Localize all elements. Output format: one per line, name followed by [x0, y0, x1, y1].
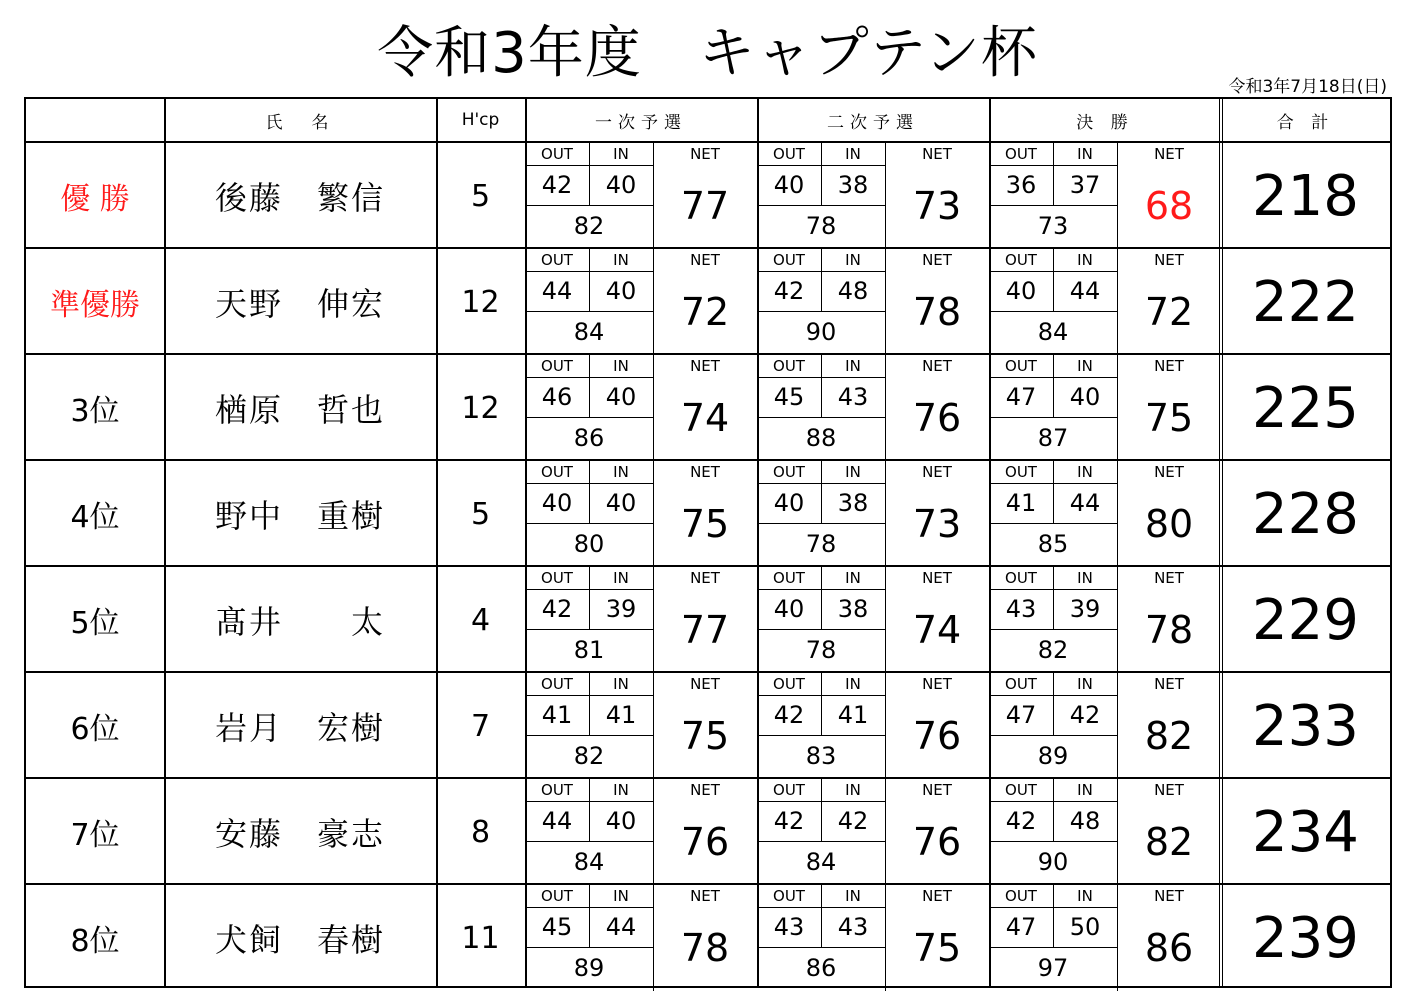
score-grid-line: [989, 417, 1117, 418]
player-name: 犬飼 春樹: [214, 921, 385, 959]
score-block-round2: [757, 885, 989, 991]
rank-label: 6位: [70, 712, 120, 747]
in-label: IN: [845, 357, 861, 375]
table-row: [26, 567, 1390, 673]
player-name: 野中 重樹: [214, 497, 385, 535]
net-label: NET: [922, 357, 952, 375]
net-score: 75: [680, 502, 730, 546]
out-label: OUT: [1005, 781, 1037, 799]
table-row: [26, 249, 1390, 355]
net-score: 86: [1144, 926, 1194, 970]
in-score: 43: [837, 383, 869, 411]
score-block-round2: [757, 673, 989, 779]
out-label: OUT: [773, 887, 805, 905]
in-label: IN: [845, 463, 861, 481]
player-name: 後藤 繁信: [214, 179, 385, 217]
score-block-round1: [525, 567, 757, 673]
score-grid-line: [757, 735, 885, 736]
out-label: OUT: [1005, 675, 1037, 693]
out-score: 45: [773, 383, 805, 411]
score-grid-line: [989, 947, 1117, 948]
net-label: NET: [690, 781, 720, 799]
score-block-final: [989, 143, 1221, 249]
net-label: NET: [1154, 251, 1184, 269]
in-score: 38: [837, 489, 869, 517]
net-score: 76: [912, 714, 962, 758]
score-block-final: [989, 885, 1221, 991]
in-label: IN: [613, 251, 629, 269]
page-title: 令和3年度 キャプテン杯: [377, 21, 1038, 86]
score-grid-line: [989, 311, 1117, 312]
in-score: 38: [837, 171, 869, 199]
score-grid-line: [757, 947, 885, 948]
net-label: NET: [922, 569, 952, 587]
net-label: NET: [922, 675, 952, 693]
gross-score: 86: [573, 424, 605, 452]
gross-score: 84: [573, 848, 605, 876]
net-label: NET: [1154, 569, 1184, 587]
score-grid-line: [989, 735, 1117, 736]
gross-score: 84: [1037, 318, 1069, 346]
out-label: OUT: [541, 569, 573, 587]
net-label: NET: [922, 781, 952, 799]
net-label: NET: [922, 463, 952, 481]
gross-score: 90: [1037, 848, 1069, 876]
net-score: 73: [912, 502, 962, 546]
handicap: 7: [470, 708, 491, 744]
score-block-round1: [525, 779, 757, 885]
handicap: 5: [470, 178, 491, 214]
in-label: IN: [1077, 887, 1093, 905]
out-label: OUT: [1005, 357, 1037, 375]
net-score: 74: [912, 608, 962, 652]
net-label: NET: [690, 675, 720, 693]
in-label: IN: [1077, 145, 1093, 163]
out-label: OUT: [541, 251, 573, 269]
table-row: [26, 355, 1390, 461]
gross-score: 85: [1037, 530, 1069, 558]
net-score: 78: [912, 290, 962, 334]
table-row: [26, 673, 1390, 779]
in-label: IN: [845, 569, 861, 587]
handicap: 4: [470, 602, 491, 638]
header-name: 氏 名: [265, 112, 335, 133]
score-grid-line: [525, 947, 653, 948]
score-block-round1: [525, 355, 757, 461]
score-grid-line: [525, 205, 653, 206]
out-score: 45: [541, 913, 573, 941]
gross-score: 89: [1037, 742, 1069, 770]
out-score: 40: [541, 489, 573, 517]
out-score: 40: [773, 171, 805, 199]
score-block-round2: [757, 355, 989, 461]
in-label: IN: [1077, 251, 1093, 269]
in-score: 41: [605, 701, 637, 729]
net-score: 72: [680, 290, 730, 334]
net-label: NET: [922, 251, 952, 269]
net-score: 73: [912, 184, 962, 228]
rank-label: 5位: [70, 606, 120, 641]
net-label: NET: [922, 887, 952, 905]
in-label: IN: [1077, 781, 1093, 799]
total-score: 234: [1252, 799, 1359, 865]
total-score: 229: [1252, 587, 1359, 653]
in-score: 38: [837, 595, 869, 623]
in-label: IN: [845, 887, 861, 905]
out-label: OUT: [773, 781, 805, 799]
rank-label: 優 勝: [60, 182, 130, 217]
score-grid-line: [525, 629, 653, 630]
out-score: 36: [1005, 171, 1037, 199]
net-score: 78: [680, 926, 730, 970]
in-score: 43: [837, 913, 869, 941]
in-label: IN: [613, 887, 629, 905]
net-label: NET: [690, 887, 720, 905]
handicap: 5: [470, 496, 491, 532]
gross-score: 78: [805, 636, 837, 664]
table-row: [26, 779, 1390, 885]
in-label: IN: [613, 675, 629, 693]
net-score: 75: [912, 926, 962, 970]
score-block-round1: [525, 249, 757, 355]
score-grid-line: [525, 841, 653, 842]
score-block-final: [989, 249, 1221, 355]
handicap: 12: [461, 390, 500, 426]
in-score: 40: [605, 807, 637, 835]
score-grid-line: [525, 735, 653, 736]
out-label: OUT: [773, 145, 805, 163]
player-name: 楢原 哲也: [214, 391, 385, 429]
out-label: OUT: [1005, 145, 1037, 163]
net-score: 76: [912, 820, 962, 864]
net-score: 77: [680, 184, 730, 228]
in-label: IN: [613, 781, 629, 799]
in-label: IN: [845, 675, 861, 693]
net-score: 68: [1144, 184, 1194, 228]
in-label: IN: [845, 145, 861, 163]
in-score: 39: [605, 595, 637, 623]
out-label: OUT: [773, 463, 805, 481]
out-score: 46: [541, 383, 573, 411]
net-score: 82: [1144, 820, 1194, 864]
out-label: OUT: [773, 357, 805, 375]
rank-label: 7位: [70, 818, 120, 853]
in-label: IN: [1077, 675, 1093, 693]
gross-score: 87: [1037, 424, 1069, 452]
total-score: 228: [1252, 481, 1359, 547]
in-label: IN: [613, 145, 629, 163]
gross-score: 82: [573, 742, 605, 770]
gross-score: 80: [573, 530, 605, 558]
out-score: 41: [1005, 489, 1037, 517]
in-score: 44: [605, 913, 637, 941]
in-label: IN: [1077, 569, 1093, 587]
out-score: 43: [773, 913, 805, 941]
in-score: 50: [1069, 913, 1101, 941]
in-score: 40: [1069, 383, 1101, 411]
out-score: 47: [1005, 913, 1037, 941]
out-label: OUT: [541, 357, 573, 375]
in-score: 37: [1069, 171, 1101, 199]
gross-score: 78: [805, 212, 837, 240]
in-score: 41: [837, 701, 869, 729]
results-table: [24, 97, 1392, 988]
out-label: OUT: [541, 887, 573, 905]
out-label: OUT: [1005, 251, 1037, 269]
in-score: 40: [605, 171, 637, 199]
gross-score: 84: [573, 318, 605, 346]
score-block-final: [989, 567, 1221, 673]
out-score: 42: [773, 701, 805, 729]
in-label: IN: [1077, 357, 1093, 375]
out-label: OUT: [773, 675, 805, 693]
in-score: 42: [1069, 701, 1101, 729]
in-score: 42: [837, 807, 869, 835]
net-score: 78: [1144, 608, 1194, 652]
net-label: NET: [690, 357, 720, 375]
score-grid-line: [525, 311, 653, 312]
handicap: 12: [461, 284, 500, 320]
net-score: 77: [680, 608, 730, 652]
out-score: 41: [541, 701, 573, 729]
in-score: 48: [837, 277, 869, 305]
score-block-final: [989, 779, 1221, 885]
player-name: 髙井 太: [214, 603, 385, 641]
out-score: 40: [1005, 277, 1037, 305]
rank-label: 8位: [70, 924, 120, 959]
in-label: IN: [1077, 463, 1093, 481]
net-score: 75: [680, 714, 730, 758]
net-label: NET: [1154, 463, 1184, 481]
out-score: 47: [1005, 701, 1037, 729]
in-label: IN: [613, 463, 629, 481]
gross-score: 90: [805, 318, 837, 346]
total-score: 218: [1252, 163, 1359, 229]
rank-label: 4位: [70, 500, 120, 535]
score-grid-line: [757, 311, 885, 312]
score-block-round2: [757, 143, 989, 249]
header-total: 合 計: [1276, 112, 1335, 133]
net-score: 72: [1144, 290, 1194, 334]
score-grid-line: [989, 841, 1117, 842]
gross-score: 83: [805, 742, 837, 770]
net-score: 80: [1144, 502, 1194, 546]
total-score: 239: [1252, 905, 1359, 971]
total-score: 225: [1252, 375, 1359, 441]
out-label: OUT: [773, 569, 805, 587]
in-score: 44: [1069, 489, 1101, 517]
gross-score: 82: [573, 212, 605, 240]
gross-score: 86: [805, 954, 837, 982]
header-hcp: H'cp: [461, 110, 500, 130]
in-score: 40: [605, 383, 637, 411]
out-score: 42: [773, 807, 805, 835]
score-grid-line: [525, 523, 653, 524]
score-grid-line: [989, 629, 1117, 630]
net-label: NET: [690, 145, 720, 163]
score-block-round1: [525, 885, 757, 991]
out-score: 43: [1005, 595, 1037, 623]
score-grid-line: [989, 205, 1117, 206]
score-block-round1: [525, 461, 757, 567]
in-score: 44: [1069, 277, 1101, 305]
out-label: OUT: [541, 145, 573, 163]
score-grid-line: [989, 523, 1117, 524]
net-label: NET: [1154, 675, 1184, 693]
net-label: NET: [690, 251, 720, 269]
in-label: IN: [845, 251, 861, 269]
score-block-round2: [757, 461, 989, 567]
gross-score: 89: [573, 954, 605, 982]
in-score: 40: [605, 489, 637, 517]
net-label: NET: [1154, 145, 1184, 163]
total-score: 222: [1252, 269, 1359, 335]
player-name: 安藤 豪志: [214, 815, 385, 853]
header-final: 決 勝: [1076, 112, 1134, 133]
net-score: 75: [1144, 396, 1194, 440]
score-block-round1: [525, 143, 757, 249]
out-label: OUT: [541, 463, 573, 481]
out-score: 42: [1005, 807, 1037, 835]
net-label: NET: [1154, 887, 1184, 905]
out-score: 44: [541, 277, 573, 305]
net-label: NET: [690, 569, 720, 587]
in-label: IN: [845, 781, 861, 799]
net-score: 82: [1144, 714, 1194, 758]
player-name: 天野 伸宏: [214, 285, 385, 323]
header-round2: 二次予選: [827, 112, 919, 133]
out-label: OUT: [1005, 887, 1037, 905]
score-block-round1: [525, 673, 757, 779]
score-block-final: [989, 461, 1221, 567]
gross-score: 78: [805, 530, 837, 558]
gross-score: 97: [1037, 954, 1069, 982]
out-score: 42: [541, 171, 573, 199]
gross-score: 82: [1037, 636, 1069, 664]
score-grid-line: [525, 417, 653, 418]
table-row: [26, 461, 1390, 567]
table-row: [26, 885, 1390, 991]
in-label: IN: [613, 569, 629, 587]
out-label: OUT: [1005, 569, 1037, 587]
gross-score: 81: [573, 636, 605, 664]
net-label: NET: [690, 463, 720, 481]
in-score: 39: [1069, 595, 1101, 623]
out-score: 44: [541, 807, 573, 835]
gross-score: 73: [1037, 212, 1069, 240]
rank-label: 3位: [70, 394, 120, 429]
out-score: 47: [1005, 383, 1037, 411]
header-rank: [26, 99, 164, 141]
in-score: 40: [605, 277, 637, 305]
score-block-final: [989, 355, 1221, 461]
net-label: NET: [1154, 781, 1184, 799]
in-label: IN: [613, 357, 629, 375]
out-label: OUT: [1005, 463, 1037, 481]
score-block-round2: [757, 249, 989, 355]
out-score: 42: [541, 595, 573, 623]
header-round1: 一次予選: [595, 112, 687, 133]
gross-score: 84: [805, 848, 837, 876]
total-score: 233: [1252, 693, 1359, 759]
score-block-round2: [757, 567, 989, 673]
score-block-round2: [757, 779, 989, 885]
out-score: 40: [773, 489, 805, 517]
score-grid-line: [757, 417, 885, 418]
score-grid-line: [757, 841, 885, 842]
score-grid-line: [757, 629, 885, 630]
event-date: 令和3年7月18日(日): [1228, 77, 1387, 97]
score-grid-line: [757, 205, 885, 206]
out-score: 42: [773, 277, 805, 305]
score-block-final: [989, 673, 1221, 779]
net-label: NET: [1154, 357, 1184, 375]
player-name: 岩月 宏樹: [214, 709, 385, 747]
net-label: NET: [922, 145, 952, 163]
handicap: 8: [470, 814, 491, 850]
in-score: 48: [1069, 807, 1101, 835]
net-score: 76: [680, 820, 730, 864]
net-score: 74: [680, 396, 730, 440]
out-label: OUT: [773, 251, 805, 269]
out-label: OUT: [541, 675, 573, 693]
rank-label: 準優勝: [50, 288, 140, 323]
gross-score: 88: [805, 424, 837, 452]
table-row: [26, 143, 1390, 249]
out-score: 40: [773, 595, 805, 623]
handicap: 11: [461, 920, 500, 956]
score-grid-line: [757, 523, 885, 524]
net-score: 76: [912, 396, 962, 440]
out-label: OUT: [541, 781, 573, 799]
